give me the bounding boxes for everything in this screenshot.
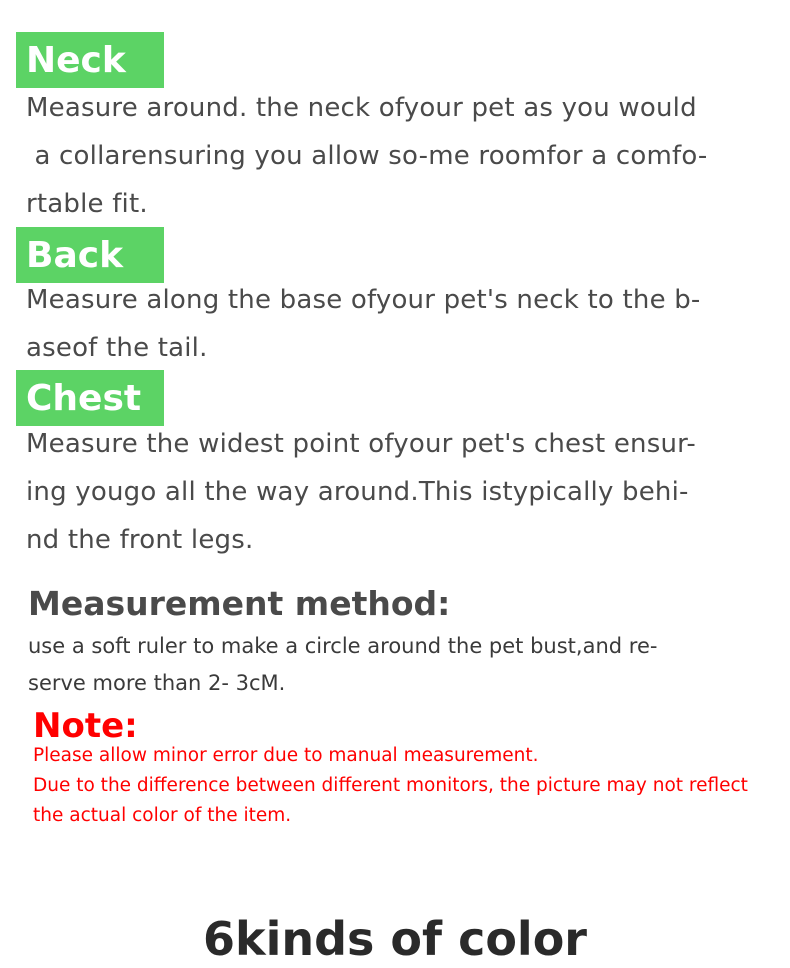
neck-line-1: Measure around. the neck ofyour pet as you would <box>26 93 697 123</box>
note-title: Note: <box>33 706 138 746</box>
back-label: Back <box>16 227 164 283</box>
method-line-2: serve more than 2- 3cM. <box>28 671 286 695</box>
neck-line-3: rtable fit. <box>26 189 148 219</box>
neck-description <box>26 84 776 228</box>
chest-line-2: ing yougo all the way around.This istypically behi- <box>26 477 689 507</box>
chest-line-1: Measure the widest point ofyour pet's chest ensur- <box>26 429 696 459</box>
chest-label: Chest <box>16 370 164 426</box>
method-text <box>28 628 768 702</box>
note-line-2: Due to the difference between different monitors, the picture may not reflect <box>33 775 748 796</box>
back-line-1: Measure along the base ofyour pet's neck to the b- <box>26 285 701 315</box>
chest-description <box>26 420 776 564</box>
note-line-1: Please allow minor error due to manual measurement. <box>33 745 539 766</box>
method-title: Measurement method: <box>28 584 451 623</box>
note-line-3: the actual color of the item. <box>33 805 292 826</box>
chest-line-3: nd the front legs. <box>26 525 254 555</box>
method-line-1: use a soft ruler to make a circle around the pet bust,and re- <box>28 634 658 658</box>
neck-label: Neck <box>16 32 164 88</box>
neck-line-2: a collarensuring you allow so-me roomfor a comfo- <box>26 141 708 171</box>
back-description <box>26 276 776 372</box>
note-text <box>33 741 778 831</box>
colors-heading: 6kinds of color <box>203 912 587 966</box>
back-line-2: aseof the tail. <box>26 333 208 363</box>
